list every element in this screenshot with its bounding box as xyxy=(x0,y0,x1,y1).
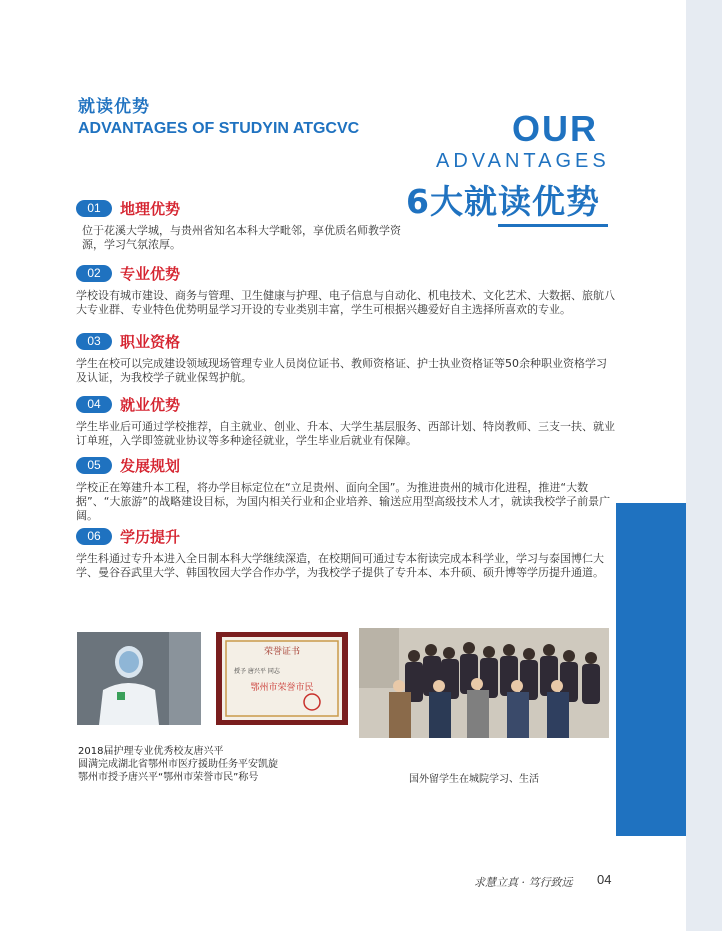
section-title: 专业优势 xyxy=(120,264,181,283)
section-number-badge: 03 xyxy=(76,333,112,350)
section-title: 学历提升 xyxy=(120,527,181,546)
section-degree xyxy=(76,526,616,580)
section-body: 学校正在筹建升本工程，将办学目标定位在“立足贵州、面向全国”。为推进贵州的城市化进程，推进“大数据”、“大旅游”的战略建设目标，为国内相关行业和企业培养、输送应用型高级技术人才，就读我校学子前景广阔。 xyxy=(76,481,611,522)
section-body: 位于花溪大学城，与贵州省知名本科大学毗邻，享优质名师教学资源，学习气氛浓厚。 xyxy=(82,224,401,251)
section-number-badge: 02 xyxy=(76,265,112,282)
caption-line: 2018届护理专业优秀校友唐兴平 xyxy=(78,746,224,757)
section-development xyxy=(76,455,616,523)
section-title: 发展规划 xyxy=(120,456,181,475)
section-body: 学生科通过专升本进入全日制本科大学继续深造，在校期间可通过专本衔读完成本科学业，学习与泰国博仁大学、曼谷吞武里大学、韩国牧园大学合作办学，为我校学子提供了专升本、本升硕、硕升博等学历提升通道。 xyxy=(76,552,604,579)
caption-line: 鄂州市授予唐兴平“鄂州市荣誉市民”称号 xyxy=(78,772,259,783)
honor-certificate-photo xyxy=(216,632,348,725)
section-title: 地理优势 xyxy=(120,199,181,218)
section-number-badge: 05 xyxy=(76,457,112,474)
section-title: 就业优势 xyxy=(120,395,181,414)
nurse-photo-caption xyxy=(78,745,278,784)
certificate-honor: 鄂州市荣誉市民 xyxy=(250,683,314,693)
page-subtitle: ADVANTAGES OF STUDYIN ATGCVC xyxy=(78,120,360,137)
section-body: 学校设有城市建设、商务与管理、卫生健康与护理、电子信息与自动化、机电技术、文化艺术、大数据、旅航八大专业群、专业特色优势明显学习开设的专业类别丰富，学生可根据兴趣爱好自主选择所喜欢的专业。 xyxy=(76,289,615,316)
nurse-photo xyxy=(77,632,201,725)
section-number-badge: 01 xyxy=(76,200,112,217)
advantages-heading: ADVANTAGES xyxy=(436,150,610,172)
page-number: 04 xyxy=(597,872,612,887)
section-qualifications xyxy=(76,331,616,385)
certificate-recipient: 授予 唐兴平 同志 xyxy=(234,668,280,675)
footer-slogan: 求慧立真 · 笃行致远 xyxy=(474,876,573,889)
six-advantages-heading: 6大就读优势 xyxy=(406,182,600,221)
section-title: 职业资格 xyxy=(120,332,181,351)
our-heading: OUR xyxy=(512,108,598,149)
section-body: 学生在校可以完成建设领域现场管理专业人员岗位证书、教师资格证、护士执业资格证等50余种职业资格学习及认证，为我校学子就业保驾护航。 xyxy=(76,357,607,384)
section-majors xyxy=(76,263,616,317)
section-geography xyxy=(76,198,616,252)
certificate-title: 荣誉证书 xyxy=(263,647,300,657)
section-number-badge: 06 xyxy=(76,528,112,545)
section-body: 学生毕业后可通过学校推荐，自主就业、创业、升本、大学生基层服务、西部计划、特岗教师、三支一扶、就业订单班，入学即签就业协议等多种途径就业，学生毕业后就业有保障。 xyxy=(76,420,615,447)
international-students-photo xyxy=(359,628,609,738)
right-side-strip xyxy=(686,0,722,931)
section-number-badge: 04 xyxy=(76,396,112,413)
caption-line: 圆满完成湖北省鄂州市医疗援助任务平安凯旋 xyxy=(78,759,278,770)
page-title: 就读优势 xyxy=(78,97,150,117)
section-employment xyxy=(76,394,616,448)
students-photo-caption: 国外留学生在城院学习、生活 xyxy=(409,774,539,785)
right-blue-block xyxy=(616,503,686,836)
